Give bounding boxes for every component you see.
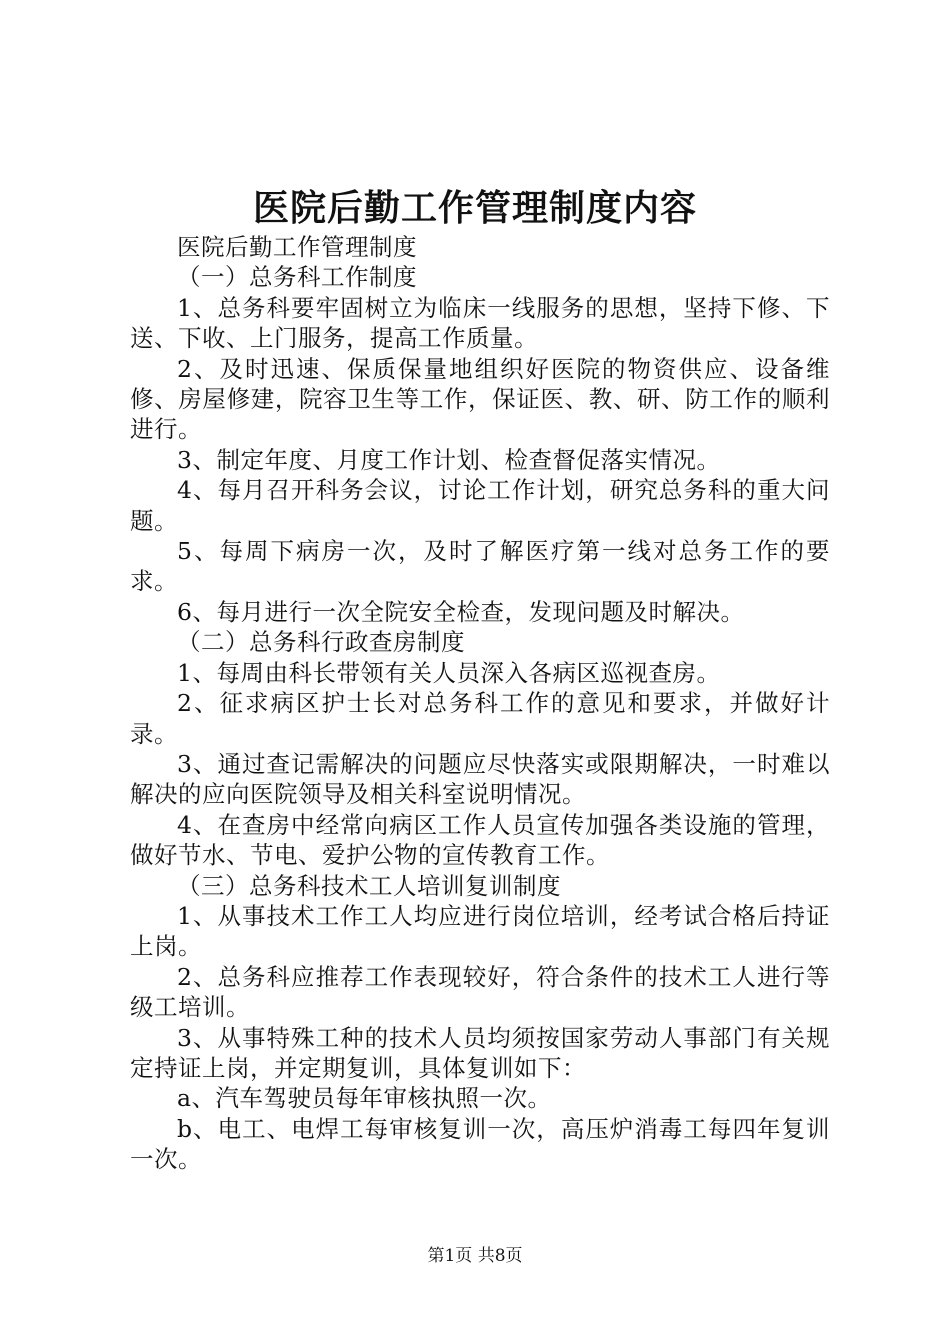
paragraph: 4、每月召开科务会议，讨论工作计划，研究总务科的重大问题。 (130, 476, 830, 535)
paragraph: 1、总务科要牢固树立为临床一线服务的思想，坚持下修、下送、下收、上门服务，提高工作质量。 (130, 293, 830, 353)
page-footer: 第1页 共8页 (427, 1246, 523, 1266)
section-heading: （三）总务科技术工人培训复训制度 (177, 871, 561, 900)
section-heading: （一）总务科工作制度 (177, 263, 417, 292)
paragraph: 医院后勤工作管理制度 (177, 233, 417, 261)
document-title: 医院后勤工作管理制度内容 (252, 187, 697, 229)
paragraph: 2、征求病区护士长对总务科工作的意见和要求，并做好计录。 (130, 689, 830, 748)
paragraph: 4、在查房中经常向病区工作人员宣传加强各类设施的管理，做好节水、节电、爱护公物的宣传教育工作。 (130, 810, 830, 870)
paragraph: 3、通过查记需解决的问题应尽快落实或限期解决，一时难以解决的应向医院领导及相关科室说明情况。 (130, 749, 830, 809)
paragraph: 3、从事特殊工种的技术人员均须按国家劳动人事部门有关规定持证上岗，并定期复训，具体复训如下： (130, 1023, 830, 1082)
document-body (130, 232, 830, 1175)
paragraph: 1、从事技术工作工人均应进行岗位培训，经考试合格后持证上岗。 (130, 901, 830, 961)
paragraph: 3、制定年度、月度工作计划、检查督促落实情况。 (177, 445, 721, 474)
paragraph: 6、每月进行一次全院安全检查，发现问题及时解决。 (177, 597, 745, 626)
paragraph: 2、总务科应推荐工作表现较好，符合条件的技术工人进行等级工培训。 (130, 962, 830, 1022)
paragraph: 5、每周下病房一次，及时了解医疗第一线对总务工作的要求。 (130, 537, 830, 596)
paragraph: 1、每周由科长带领有关人员深入各病区巡视查房。 (177, 658, 721, 687)
paragraph: b、电工、电焊工每审核复训一次，高压炉消毒工每四年复训一次。 (130, 1114, 830, 1174)
paragraph: 2、及时迅速、保质保量地组织好医院的物资供应、设备维修、房屋修建，院容卫生等工作，保证医、教、研、防工作的顺利进行。 (130, 354, 830, 444)
section-heading: （二）总务科行政查房制度 (177, 628, 465, 657)
paragraph: a、汽车驾驶员每年审核执照一次。 (177, 1084, 552, 1113)
